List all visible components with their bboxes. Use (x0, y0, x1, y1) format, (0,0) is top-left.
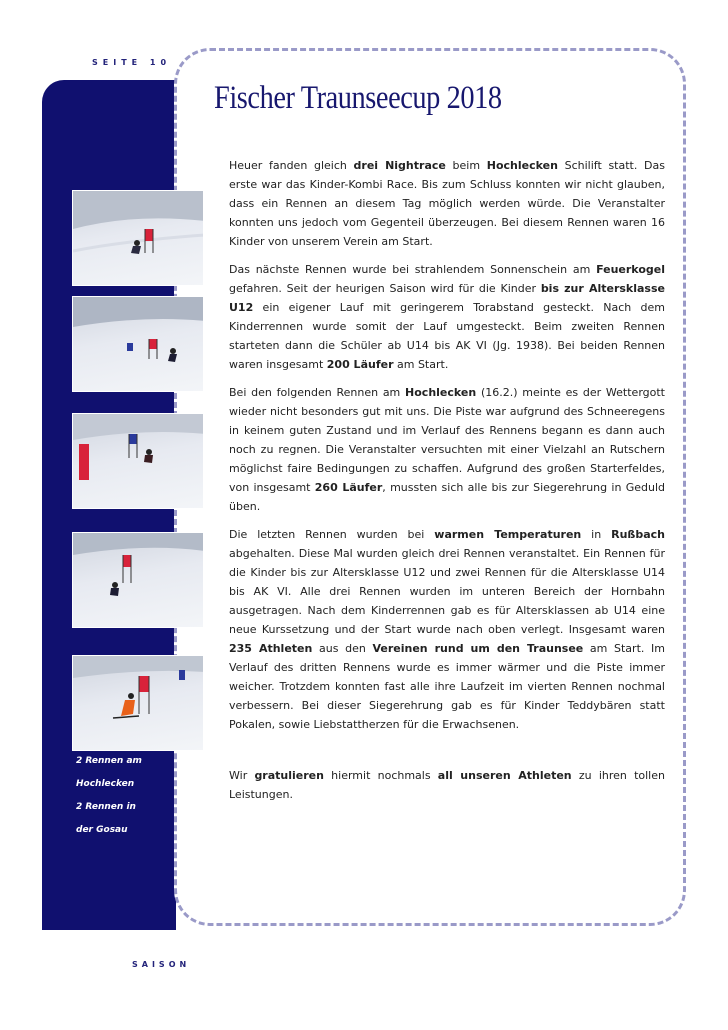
paragraph-1 (229, 156, 665, 251)
caption-line: Hochlecken (76, 779, 135, 789)
paragraph-4 (229, 525, 665, 734)
text-run: in (581, 528, 612, 541)
ski-photo-4 (72, 532, 204, 628)
article-title: Fischer Traunseecup 2018 (214, 80, 502, 116)
bold-text-run: 200 Läufer (326, 358, 394, 371)
text-run: beim (445, 159, 487, 172)
text-run: aus den (312, 642, 373, 655)
bold-text-run: Rußbach (611, 528, 665, 541)
caption-line: 2 Rennen in (76, 802, 136, 812)
bold-text-run: warmen Temperaturen (434, 528, 582, 541)
text-run: Die letzten Rennen wurden bei (229, 528, 435, 541)
text-run: zu ihren tollen Leistungen. (229, 769, 665, 801)
ski-photo-5 (72, 655, 204, 751)
paragraph-3 (229, 383, 665, 516)
text-run: am Start. (393, 358, 449, 371)
text-run: abgehalten. Diese Mal wurden gleich drei Rennen veranstaltet. Ein Rennen für die Kinder bis zur Altersklasse U12 und zwei Rennen für die Altersklasse U14 bis AK VI. Alle drei Rennen wurden im unteren Bereich der Hornbahn ausgetragen. Nach dem Kinderrennen gab es für Altersklassen ab U14 eine neue Kurssetzung und der Start wurde nach oben verlegt. Insgesamt waren (229, 547, 665, 636)
text-run: gefahren. Seit der heurigen Saison wird für die Kinder (229, 282, 541, 295)
text-run: Das nächste Rennen wurde bei strahlendem Sonnenschein am (229, 263, 597, 276)
ski-photo-2 (72, 296, 204, 392)
caption-line: der Gosau (76, 825, 128, 835)
bold-text-run: drei Nightrace (353, 159, 446, 172)
text-run: ein eigener Lauf mit geringerem Torabstand gesteckt. Nach dem Kinderrennen wurde somit der Lauf umgesteckt. Beim zweiten Rennen starteten dann die Schüler ab U14 bis AK VI (Jg. 1938). Bei beiden Rennen waren insgesamt (229, 301, 665, 371)
bold-text-run: 260 Läufer (314, 481, 383, 494)
article-body (229, 156, 665, 813)
paragraph-2 (229, 260, 665, 374)
bold-text-run: Vereinen rund um den Traunsee (372, 642, 584, 655)
ski-photo-1 (72, 190, 204, 286)
text-run: Wir (229, 769, 255, 782)
bold-text-run: gratulieren (254, 769, 324, 782)
section-footer-label: SAISON (132, 960, 191, 969)
text-run: Heuer fanden gleich (229, 159, 354, 172)
text-run: am Start. Im Verlauf des dritten Rennens wurde es immer wärmer und die Piste immer weicher. Trotzdem konnten fast alle ihre Laufzeit im vierten Rennen nochmal verbessern. Bei dieser Siegerehrung gab es für Kinder Teddybären statt Pokalen, sowie Liebstattherzen für die Erwachsenen. (229, 642, 665, 731)
bold-text-run: Feuerkogel (596, 263, 665, 276)
closing-paragraph (229, 766, 665, 804)
bold-text-run: bis zur Altersklasse U12 (229, 282, 665, 314)
text-run: , mussten sich alle bis zur Siegerehrung in Geduld üben. (229, 481, 665, 513)
text-run: (16.2.) meinte es der Wettergott wieder nicht besonders gut mit uns. Die Piste war aufgrund des Schneeregens in keinem guten Zustand und im Verlauf des Rennens begann es dann auch noch zu regnen. Die Veranstalter versuchten mit einer Vielzahl an Rutschern möglichst faire Bedingungen zu schaffen. Aufgrund des großen Starterfeldes, von insgesamt (229, 386, 665, 494)
caption-line: 2 Rennen am (76, 756, 142, 766)
page-number-label: SEITE 10 (92, 58, 172, 67)
bold-text-run: Hochlecken (486, 159, 558, 172)
text-run: Schilift statt. Das erste war das Kinder-Kombi Race. Bis zum Schluss konnten wir nicht glauben, dass ein Rennen an diesem Tag möglich werden würde. Die Veranstalter konnten uns jedoch vom Gegenteil überzeugen. Bei diesem Rennen waren 16 Kinder von unserem Verein am Start. (229, 159, 665, 248)
text-run: hiermit nochmals (323, 769, 438, 782)
sidebar-caption (76, 750, 172, 842)
text-run: Bei den folgenden Rennen am (229, 386, 406, 399)
ski-photo-3 (72, 413, 204, 509)
bold-text-run: all unseren Athleten (437, 769, 572, 782)
bold-text-run: Hochlecken (405, 386, 477, 399)
bold-text-run: 235 Athleten (229, 642, 313, 655)
